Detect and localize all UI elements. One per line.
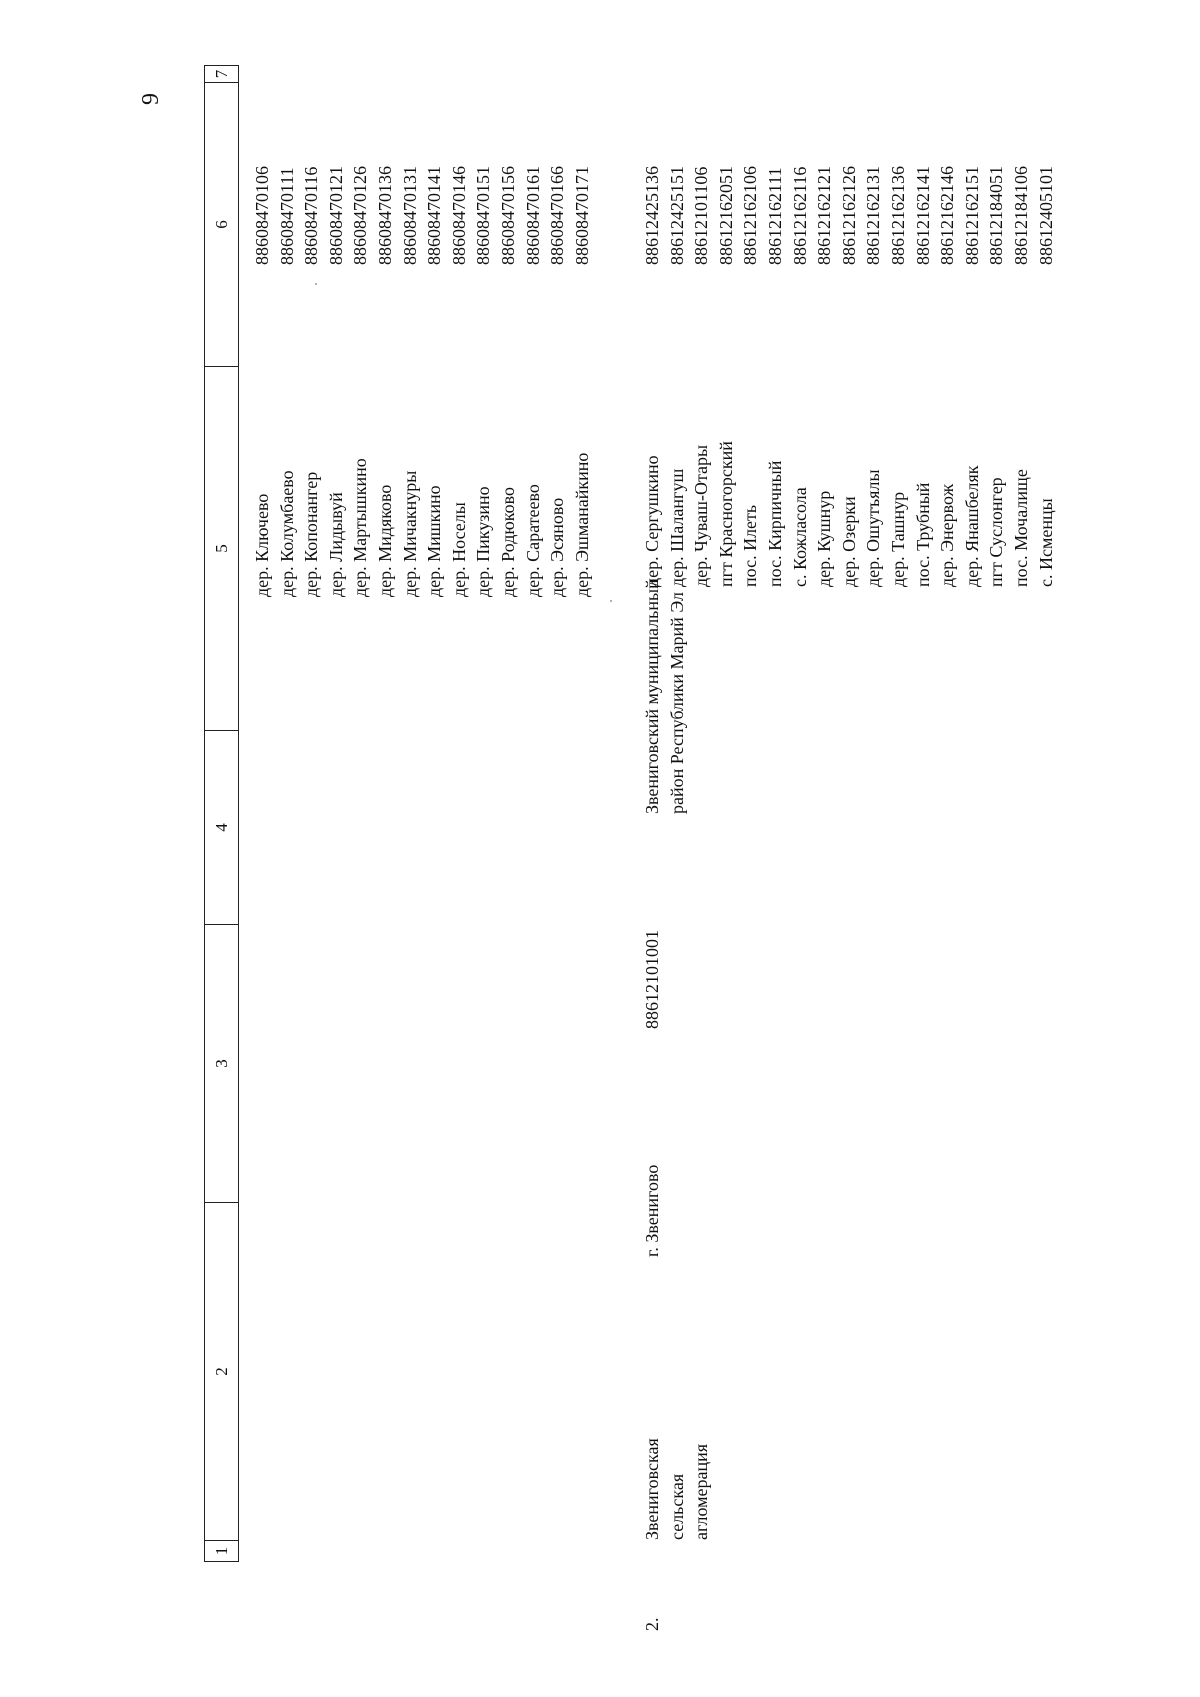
scan-speck — [610, 600, 612, 602]
list-item: 88612162141 — [912, 166, 933, 265]
settlement-list-continued — [250, 453, 594, 597]
page-number: 9 — [138, 93, 164, 105]
list-item: дер. Пикузино — [473, 486, 494, 597]
list-item: пгт Суслонгер — [986, 477, 1007, 587]
list-item: 88612162111 — [764, 167, 785, 265]
list-item: дер. Янашбеляк — [961, 465, 982, 587]
list-item: 88608470156 — [497, 166, 518, 265]
agglomeration-name: Звениговская сельская агломерация — [642, 1438, 712, 1540]
list-item: пос. Мочалище — [1010, 469, 1031, 587]
list-item: 88608470131 — [399, 166, 420, 265]
list-item: дер. Шалангуш — [666, 468, 687, 587]
list-item: 88612425136 — [642, 166, 662, 265]
code-list-continued — [250, 166, 594, 265]
list-item: с. Кожласола — [789, 487, 810, 587]
header-col-1: 1 — [205, 1541, 238, 1562]
district-name: Звениговский муниципальный район Республики Марий Эл — [642, 579, 687, 814]
list-item: дер. Колумбаево — [276, 470, 297, 597]
list-item: дер. Эшманайкино — [571, 452, 592, 597]
list-item: дер. Кушнур — [814, 490, 835, 587]
list-item: дер. Энервож — [937, 483, 958, 587]
scan-speck — [315, 283, 317, 285]
list-item: 88608470151 — [473, 166, 494, 265]
header-col-3: 3 — [205, 925, 238, 1203]
list-item: пос. Илеть — [740, 504, 761, 587]
list-item: 88612162121 — [814, 166, 835, 265]
list-item: дер. Ключево — [252, 493, 272, 597]
header-col-5: 5 — [205, 367, 238, 731]
list-item: дер. Озерки — [838, 496, 859, 587]
center-city: г. Звенигово — [642, 1164, 662, 1257]
list-item: дер. Эсяново — [547, 497, 568, 597]
list-item: 88608470166 — [547, 166, 568, 265]
list-item: дер. Мидяково — [374, 484, 395, 597]
list-item: 88608470121 — [325, 166, 346, 265]
list-item: 88612162116 — [789, 166, 810, 265]
list-item: дер. Ошутъялы — [863, 469, 884, 587]
list-item: дер. Лидывуй — [325, 492, 346, 597]
list-item: дер. Сергушкино — [642, 455, 662, 587]
list-item: 88612162136 — [887, 166, 908, 265]
list-item: дер. Мичакнуры — [399, 470, 420, 597]
list-item: дер. Саратеево — [522, 484, 543, 597]
list-item: 88612162151 — [961, 166, 982, 265]
list-item: дер. Копонангер — [301, 471, 322, 597]
list-item: пос. Трубный — [912, 482, 933, 587]
list-item: дер. Ташнур — [887, 491, 908, 587]
settlement-list — [640, 441, 1058, 587]
header-col-2: 2 — [205, 1203, 238, 1541]
list-item: 88612162131 — [863, 166, 884, 265]
list-item: 88608470141 — [424, 166, 445, 265]
list-item: с. Исменцы — [1035, 498, 1056, 587]
list-item: пгт Красногорский — [715, 441, 736, 587]
list-item: 88608470126 — [350, 166, 371, 265]
code-list — [640, 166, 1058, 265]
list-item: 88612162146 — [937, 166, 958, 265]
list-item: 88608470146 — [448, 166, 469, 265]
list-item: 88612162051 — [715, 166, 736, 265]
list-item: 88608470171 — [571, 166, 592, 265]
list-item: 88612184051 — [986, 166, 1007, 265]
list-item: 88612405101 — [1035, 166, 1056, 265]
list-item: дер. Чуваш-Отары — [691, 444, 712, 587]
header-col-7: 7 — [205, 65, 238, 83]
list-item: 88608470111 — [276, 167, 297, 265]
header-col-4: 4 — [205, 731, 238, 925]
list-item: дер. Мишкино — [424, 485, 445, 597]
list-item: 88608470106 — [252, 166, 272, 265]
list-item: пос. Кирпичный — [764, 460, 785, 587]
list-item: 88612101106 — [691, 166, 712, 265]
list-item: 88608470136 — [374, 166, 395, 265]
list-item: 88608470116 — [301, 166, 322, 265]
list-item: 88612162106 — [740, 166, 761, 265]
list-item: дер. Мартышкино — [350, 458, 371, 597]
center-code: 88612101001 — [642, 930, 662, 1029]
list-item: дер. Родюково — [497, 486, 518, 597]
list-item: дер. Носелы — [448, 502, 469, 597]
list-item: 88612162126 — [838, 166, 859, 265]
table-header-row — [204, 65, 239, 1562]
row-number: 2. — [642, 1617, 662, 1631]
header-col-6: 6 — [205, 83, 238, 367]
list-item: 88612425151 — [666, 166, 687, 265]
list-item: 88608470161 — [522, 166, 543, 265]
list-item: 88612184106 — [1010, 166, 1031, 265]
